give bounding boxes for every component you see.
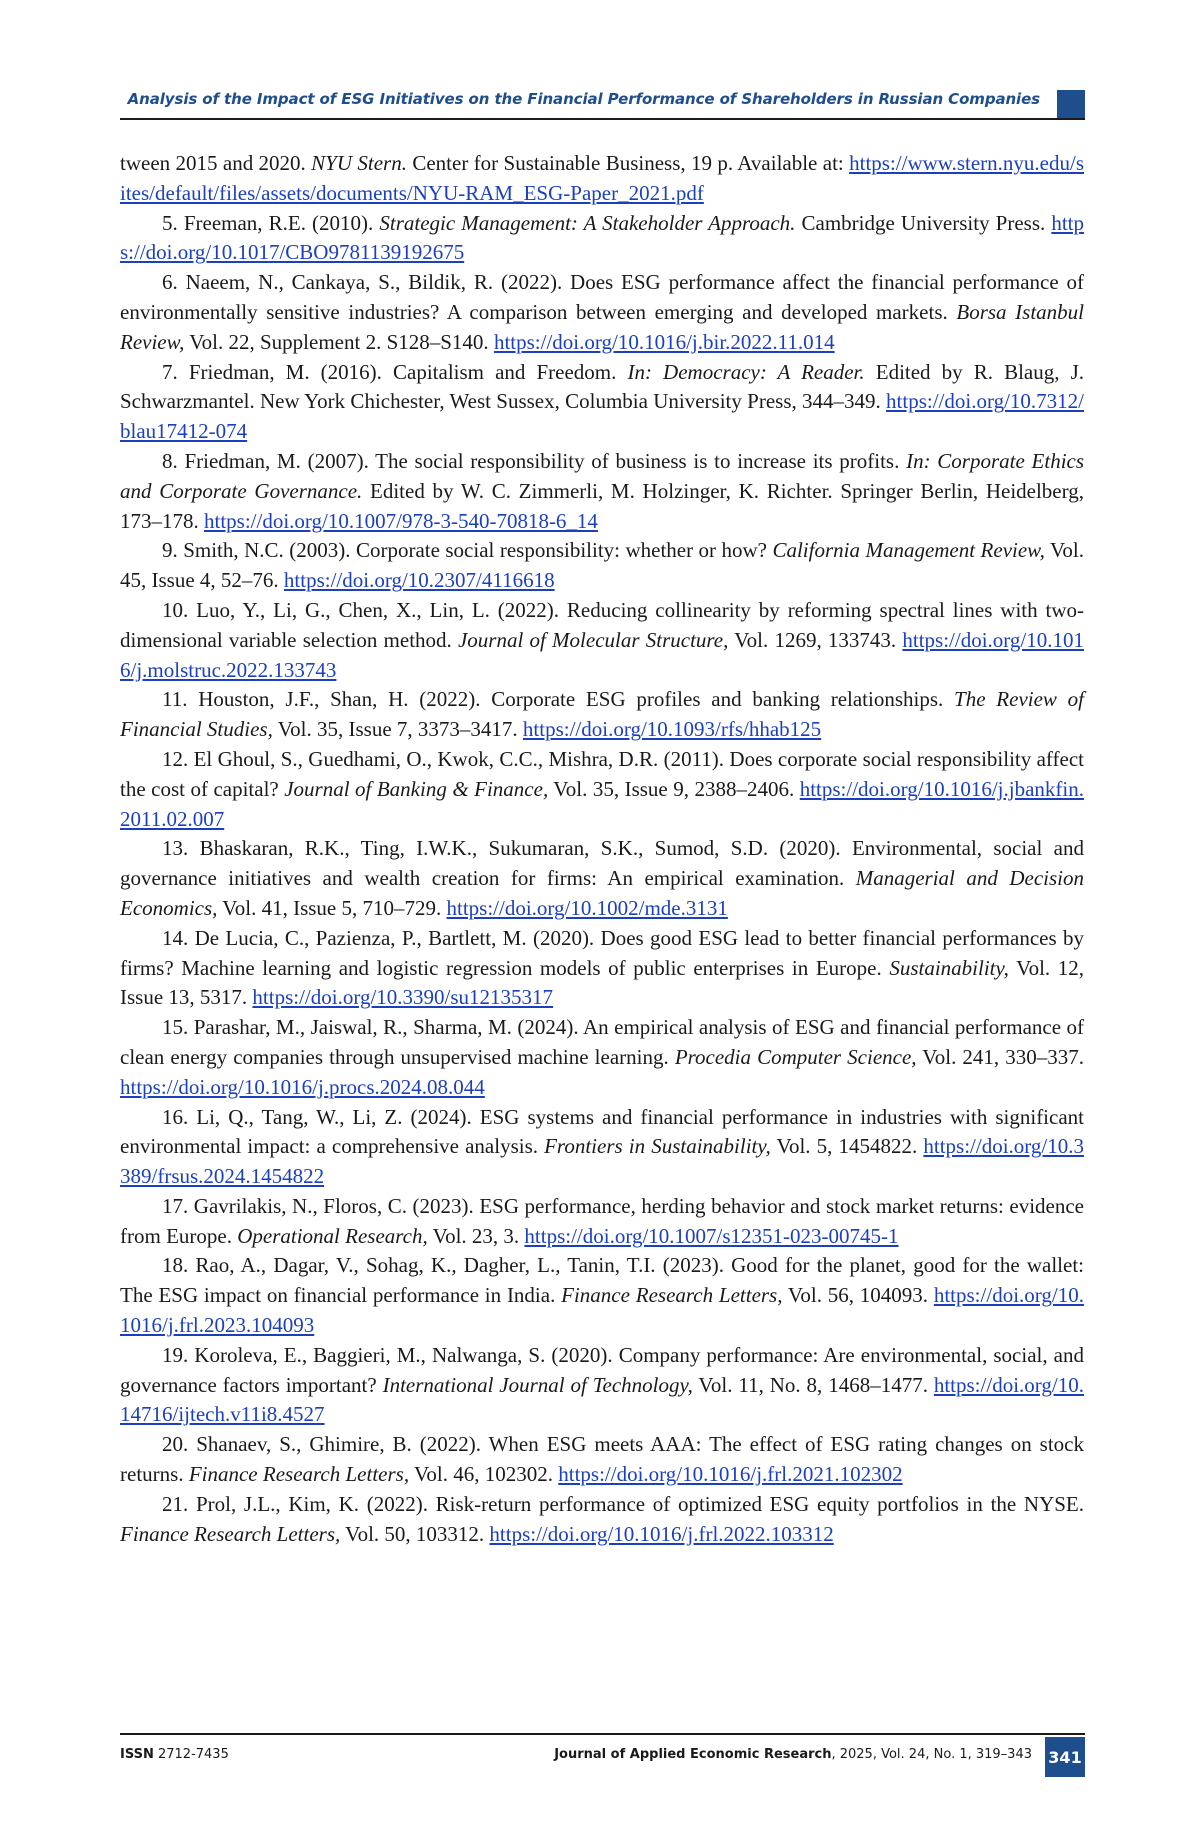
reference-link[interactable]: https://doi.org/10.1016/j.frl.2023.104093: [120, 1283, 1084, 1338]
reference-number: 13.: [162, 836, 189, 861]
reference-details: Vol. 46, 102302.: [409, 1462, 559, 1487]
reference-link[interactable]: https://doi.org/10.1007/978-3-540-70818-6_14: [204, 508, 598, 533]
reference-link[interactable]: https://doi.org/10.1093/rfs/hhab125: [522, 717, 822, 742]
reference-item: [120, 834, 1084, 923]
reference-link[interactable]: https://doi.org/10.1007/s12351-023-00745-1: [524, 1223, 899, 1248]
header-accent-square: [1057, 90, 1085, 118]
reference-authors: De Lucia, C., Pazienza, P., Bartlett, M. (2020).: [188, 925, 601, 950]
reference-number: 18.: [162, 1253, 189, 1278]
reference-item: [120, 924, 1084, 1013]
reference-source: Operational Research,: [237, 1223, 428, 1248]
issn-label: ISSN: [120, 1747, 154, 1762]
reference-authors: tween 2015 and 2020.: [120, 151, 312, 175]
reference-link[interactable]: https://doi.org/10.1016/j.frl.2021.102302: [558, 1462, 903, 1487]
reference-source: Journal of Molecular Structure,: [457, 627, 729, 652]
reference-title: ESG performance, herding behavior and stock market returns: evidence from Europe.: [120, 1193, 1084, 1248]
reference-title: Good for the planet, good for the wallet: The ESG impact on financial performance in India.: [120, 1253, 1084, 1308]
reference-authors: Li, Q., Tang, W., Li, Z. (2024).: [188, 1104, 480, 1129]
reference-details: Vol. 12, Issue 13, 5317.: [120, 955, 1085, 1010]
reference-number: 6.: [162, 270, 178, 295]
reference-item: [120, 149, 1084, 209]
reference-item: [120, 1430, 1084, 1490]
reference-number: 11.: [162, 687, 188, 712]
reference-source: Finance Research Letters,: [188, 1462, 410, 1487]
reference-item: [120, 1192, 1084, 1252]
reference-item: [120, 596, 1084, 685]
reference-authors: Friedman, M. (2007).: [177, 448, 376, 473]
reference-link[interactable]: https://doi.org/10.1016/j.molstruc.2022.133743: [120, 627, 1085, 682]
reference-link[interactable]: https://doi.org/10.7312/blau17412-074: [120, 389, 1084, 444]
reference-item: [120, 209, 1084, 269]
reference-title: Does corporate social responsibility affect the cost of capital?: [120, 746, 1084, 801]
reference-title: Capitalism and Freedom.: [393, 359, 628, 384]
reference-source: Strategic Management: A Stakeholder Approach.: [379, 210, 796, 235]
reference-authors: Bhaskaran, R.K., Ting, I.W.K., Sukumaran, S.K., Sumod, S.D. (2020).: [188, 836, 852, 861]
reference-details: Vol. 5, 1454822.: [770, 1134, 924, 1159]
reference-source: Finance Research Letters,: [120, 1521, 341, 1546]
journal-details: , 2025, Vol. 24, No. 1, 319–343: [831, 1747, 1032, 1762]
reference-details: Vol. 241, 330–337.: [916, 1044, 1084, 1069]
reference-link[interactable]: https://doi.org/10.1016/j.procs.2024.08.044: [120, 1074, 485, 1099]
reference-title: Corporate social responsibility: whether or how?: [355, 538, 773, 563]
issn-value: 2712-7435: [153, 1747, 229, 1762]
reference-title: Reducing collinearity by reforming spectral lines with two-dimensional variable selection method.: [120, 597, 1084, 652]
reference-source: In: Democracy: A Reader.: [627, 359, 865, 384]
reference-item: [120, 268, 1084, 357]
reference-number: 15.: [162, 1015, 189, 1040]
reference-source: In: Corporate Ethics and Corporate Governance.: [120, 448, 1085, 503]
reference-details: Vol. 23, 3.: [427, 1223, 525, 1248]
reference-authors: Koroleva, E., Baggieri, M., Nalwanga, S. (2020).: [188, 1342, 619, 1367]
reference-link[interactable]: https://doi.org/10.1017/CBO9781139192675: [120, 210, 1084, 265]
reference-link[interactable]: https://doi.org/10.1016/j.bir.2022.11.014: [493, 329, 835, 354]
reference-link[interactable]: https://doi.org/10.3389/frsus.2024.1454822: [120, 1134, 1084, 1189]
reference-number: 12.: [162, 746, 189, 771]
reference-title: The social responsibility of business is to increase its profits.: [375, 448, 907, 473]
reference-details: Vol. 35, Issue 9, 2388–2406.: [548, 776, 800, 801]
reference-item: [120, 1490, 1084, 1550]
reference-link[interactable]: https://doi.org/10.14716/ijtech.v11i8.4527: [120, 1372, 1084, 1427]
reference-title: Environmental, social and governance initiatives and wealth creation for firms: An empirical examination.: [120, 836, 1084, 891]
reference-link[interactable]: https://doi.org/10.1002/mde.3131: [446, 895, 728, 920]
reference-item: [120, 685, 1084, 745]
reference-source: Finance Research Letters,: [561, 1283, 783, 1308]
footer-issn: [120, 1747, 229, 1762]
reference-number: 14.: [162, 925, 189, 950]
reference-link[interactable]: https://doi.org/10.2307/4116618: [283, 568, 555, 593]
reference-item: [120, 745, 1084, 834]
reference-source: Procedia Computer Science,: [674, 1044, 917, 1069]
reference-link[interactable]: https://doi.org/10.1016/j.frl.2022.103312: [489, 1521, 834, 1546]
reference-link[interactable]: https://doi.org/10.3390/su12135317: [252, 985, 554, 1010]
reference-title: Does good ESG lead to better financial performances by firms? Machine learning and logistic regression models of public enterprises in Europe.: [120, 925, 1084, 980]
reference-authors: Naeem, N., Cankaya, S., Bildik, R. (2022).: [177, 270, 571, 295]
reference-item: [120, 1103, 1084, 1192]
reference-authors: El Ghoul, S., Guedhami, O., Kwok, C.C., Mishra, D.R. (2011).: [188, 746, 730, 771]
reference-title: ESG systems and financial performance in industries with significant environmental impact: a comprehensive analysis.: [120, 1104, 1084, 1159]
reference-source: The Review of Financial Studies,: [120, 687, 1085, 742]
reference-title: Company performance: Are environmental, social, and governance factors important?: [120, 1342, 1084, 1397]
reference-details: Vol. 1269, 133743.: [728, 627, 903, 652]
reference-link[interactable]: https://www.stern.nyu.edu/sites/default/files/assets/documents/NYU-RAM_ESG-Paper_2021.pdf: [120, 151, 1084, 205]
reference-details: Center for Sustainable Business, 19 p. Available at:: [406, 151, 850, 175]
reference-authors: Friedman, M. (2016).: [177, 359, 393, 384]
reference-source: Journal of Banking & Finance,: [284, 776, 549, 801]
reference-item: [120, 1013, 1084, 1102]
reference-source: Frontiers in Sustainability,: [544, 1134, 771, 1159]
reference-details: Vol. 22, Supplement 2. S128–S140.: [184, 329, 494, 354]
reference-source: International Journal of Technology,: [382, 1372, 693, 1397]
reference-item: [120, 1251, 1084, 1340]
reference-number: 8.: [162, 448, 178, 473]
reference-details: Cambridge University Press.: [795, 210, 1052, 235]
footer-journal-info: [554, 1747, 1032, 1762]
reference-number: 19.: [162, 1342, 189, 1367]
footer-divider: [120, 1733, 1085, 1735]
reference-number: 5.: [162, 210, 178, 235]
reference-details: Vol. 45, Issue 4, 52–76.: [120, 538, 1085, 593]
reference-source: California Management Review,: [772, 538, 1045, 563]
reference-number: 21.: [162, 1491, 189, 1516]
reference-details: Edited by R. Blaug, J. Schwarzmantel. New York Chichester, West Sussex, Columbia University Press, 344–349.: [120, 359, 1084, 414]
reference-link[interactable]: https://doi.org/10.1016/j.jbankfin.2011.02.007: [120, 776, 1084, 831]
reference-authors: Parashar, M., Jaiswal, R., Sharma, M. (2024).: [188, 1015, 583, 1040]
reference-source: Managerial and Decision Economics,: [120, 866, 1084, 920]
reference-authors: Rao, A., Dagar, V., Sohag, K., Dagher, L., Tanin, T.I. (2023).: [188, 1253, 732, 1278]
reference-authors: Freeman, R.E. (2010).: [177, 210, 380, 235]
reference-number: 7.: [162, 359, 178, 384]
reference-authors: Shanaev, S., Ghimire, B. (2022).: [188, 1432, 489, 1457]
reference-details: Vol. 56, 104093.: [782, 1283, 934, 1308]
reference-number: 10.: [162, 597, 189, 622]
reference-details: Vol. 50, 103312.: [340, 1521, 490, 1546]
reference-title: An empirical analysis of ESG and financial performance of clean energy companies through unsupervised machine learning.: [120, 1015, 1085, 1069]
page-number: 341: [1045, 1737, 1085, 1777]
reference-details: Vol. 41, Issue 5, 710–729.: [217, 895, 447, 920]
reference-number: 17.: [162, 1193, 189, 1218]
reference-authors: Houston, J.F., Shan, H. (2022).: [187, 687, 492, 712]
reference-details: Vol. 35, Issue 7, 3373–3417.: [272, 717, 523, 742]
running-header-title: Analysis of the Impact of ESG Initiatives on the Financial Performance of Shareholders in Russian Companies: [127, 90, 1040, 108]
reference-number: 16.: [162, 1104, 189, 1129]
journal-name: Journal of Applied Economic Research: [554, 1747, 832, 1762]
reference-authors: Gavrilakis, N., Floros, C. (2023).: [188, 1193, 480, 1218]
reference-number: 9.: [162, 538, 178, 563]
reference-item: [120, 358, 1084, 447]
reference-authors: Luo, Y., Li, G., Chen, X., Lin, L. (2022).: [188, 597, 567, 622]
reference-item: [120, 1341, 1084, 1430]
header-divider: [120, 118, 1085, 120]
reference-item: [120, 536, 1084, 596]
reference-title: Corporate ESG profiles and banking relationships.: [491, 687, 955, 712]
reference-title: Does ESG performance affect the financial performance of environmentally sensitive industries? A comparison between emerging and developed markets.: [120, 270, 1084, 324]
reference-item: [120, 447, 1084, 536]
reference-source: Sustainability,: [889, 955, 1009, 980]
reference-source: NYU Stern.: [311, 151, 407, 175]
reference-title: When ESG meets AAA: The effect of ESG rating changes on stock returns.: [120, 1432, 1084, 1487]
reference-authors: Smith, N.C. (2003).: [177, 538, 356, 563]
reference-details: Edited by W. C. Zimmerli, M. Holzinger, K. Richter. Springer Berlin, Heidelberg, 173–178.: [120, 478, 1084, 533]
reference-authors: Prol, J.L., Kim, K. (2022).: [188, 1491, 436, 1516]
reference-details: Vol. 11, No. 8, 1468–1477.: [692, 1372, 934, 1397]
reference-source: Borsa Istanbul Review,: [120, 299, 1085, 354]
reference-number: 20.: [162, 1432, 189, 1457]
reference-list: [120, 149, 1084, 1549]
reference-title: Risk-return performance of optimized ESG equity portfolios in the NYSE.: [435, 1491, 1085, 1516]
